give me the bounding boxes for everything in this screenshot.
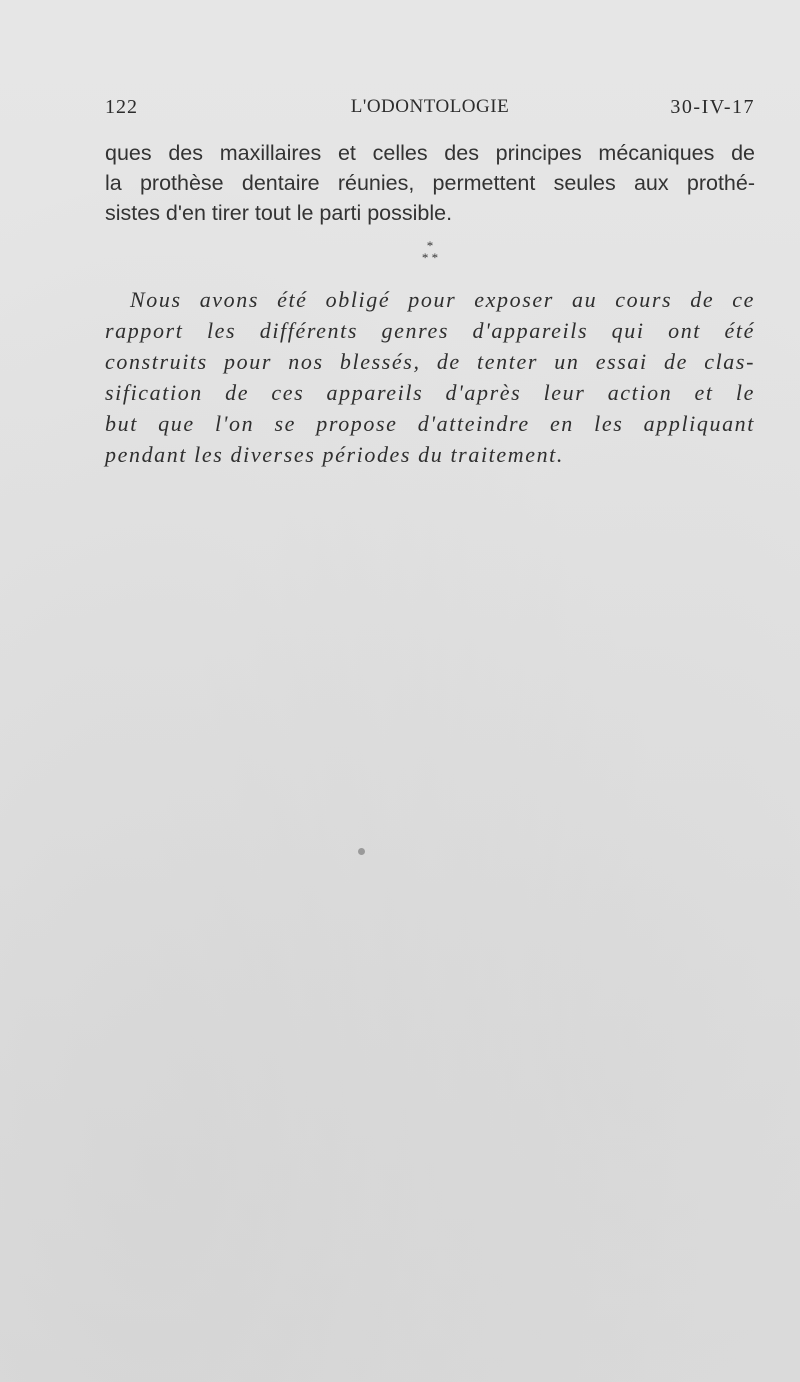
paper-speck [358, 848, 365, 855]
italic-line: sification de ces appareils d'après leur action et le [105, 380, 755, 405]
running-head [105, 96, 755, 126]
asterism-divider [405, 240, 455, 274]
journal-title: L'ODONTOLOGIE [350, 96, 510, 117]
body-line: sistes d'en tirer tout le parti possible. [105, 201, 453, 225]
italic-line: rapport les différents genres d'appareils qui ont été [105, 318, 755, 343]
body-line: la prothèse dentaire réunies, permettent seules aux prothé- [105, 171, 755, 195]
issue-date: 30-IV-17 [670, 96, 755, 118]
asterism-bottom: * * [421, 250, 439, 265]
page-number: 122 [105, 96, 138, 118]
italic-line: but que l'on se propose d'atteindre en les appliquant [105, 411, 755, 436]
italic-line: construits pour nos blessés, de tenter un essai de clas- [105, 349, 755, 374]
italic-paragraph [105, 284, 755, 470]
body-line: ques des maxillaires et celles des principes mécaniques de [105, 141, 755, 165]
body-paragraph [105, 138, 755, 228]
italic-line: pendant les diverses périodes du traitement. [105, 442, 564, 467]
asterism-top: * [426, 238, 434, 253]
italic-line: Nous avons été obligé pour exposer au cours de ce [130, 287, 755, 312]
